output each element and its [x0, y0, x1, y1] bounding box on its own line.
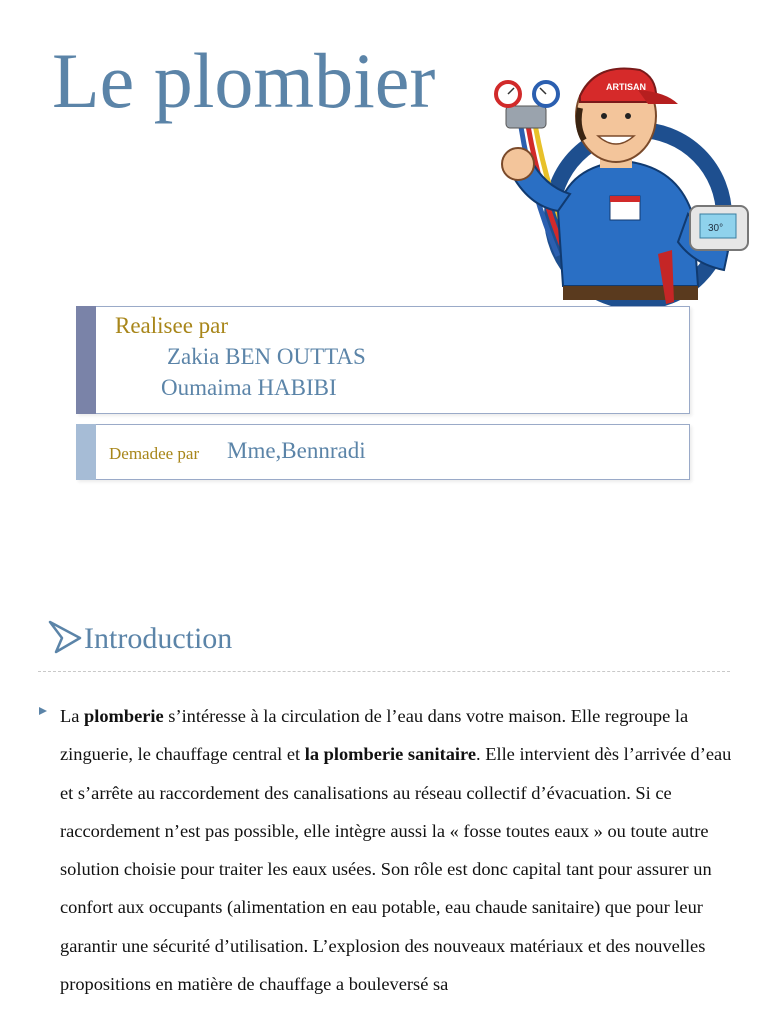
authors-box — [76, 306, 690, 414]
requested-by-box — [76, 424, 690, 480]
divider — [38, 671, 730, 672]
intro-paragraph — [60, 697, 736, 1003]
plumber-mascot-icon — [488, 46, 768, 308]
requested-by-label: Demadee par — [109, 444, 200, 463]
paragraph-text: La — [60, 706, 84, 726]
triangle-bullet-icon — [38, 706, 48, 716]
accent-bar — [76, 306, 96, 414]
made-by-label: Realisee par — [115, 313, 229, 338]
thermostat-display: 30° — [708, 223, 724, 234]
section-header — [48, 620, 232, 654]
paragraph-text: . Elle intervient dès l’arrivée d’eau et s’arrête au raccordement des canalisations au réseau collectif d’évacuation. Si ce raccordement n’est pas possible, elle intègre aussi la « fosse toutes eaux » ou toute autre solution choisie pour traiter les eaux usées. Son rôle est donc capital tant pour assurer un confort aux occupants (alimentation en eau potable, eau chaude sanitaire) que pour leur garantir une sécurité d’utilisation. L’explosion des nouveaux matériaux et des nouvelles propositions en matière de chauffage a bouleversé sa — [60, 744, 732, 995]
arrow-bullet-icon — [48, 620, 82, 654]
accent-bar — [76, 424, 96, 480]
section-title: Introduction — [84, 622, 233, 655]
paragraph-bold: plomberie — [84, 706, 164, 726]
paragraph-bold: la plomberie sanitaire — [304, 744, 477, 765]
cap-text: ARTISAN — [606, 82, 646, 92]
requester-name: Mme,Bennradi — [227, 438, 366, 463]
paragraph-text: s’intéresse à la circulation de l’eau dans votre maison. Elle regroupe la zinguerie, le chauffage central et — [60, 706, 689, 765]
author-name: Zakia BEN OUTTAS — [167, 344, 366, 369]
author-name: Oumaima HABIBI — [161, 375, 337, 400]
page-title: Le plombier — [52, 37, 436, 124]
